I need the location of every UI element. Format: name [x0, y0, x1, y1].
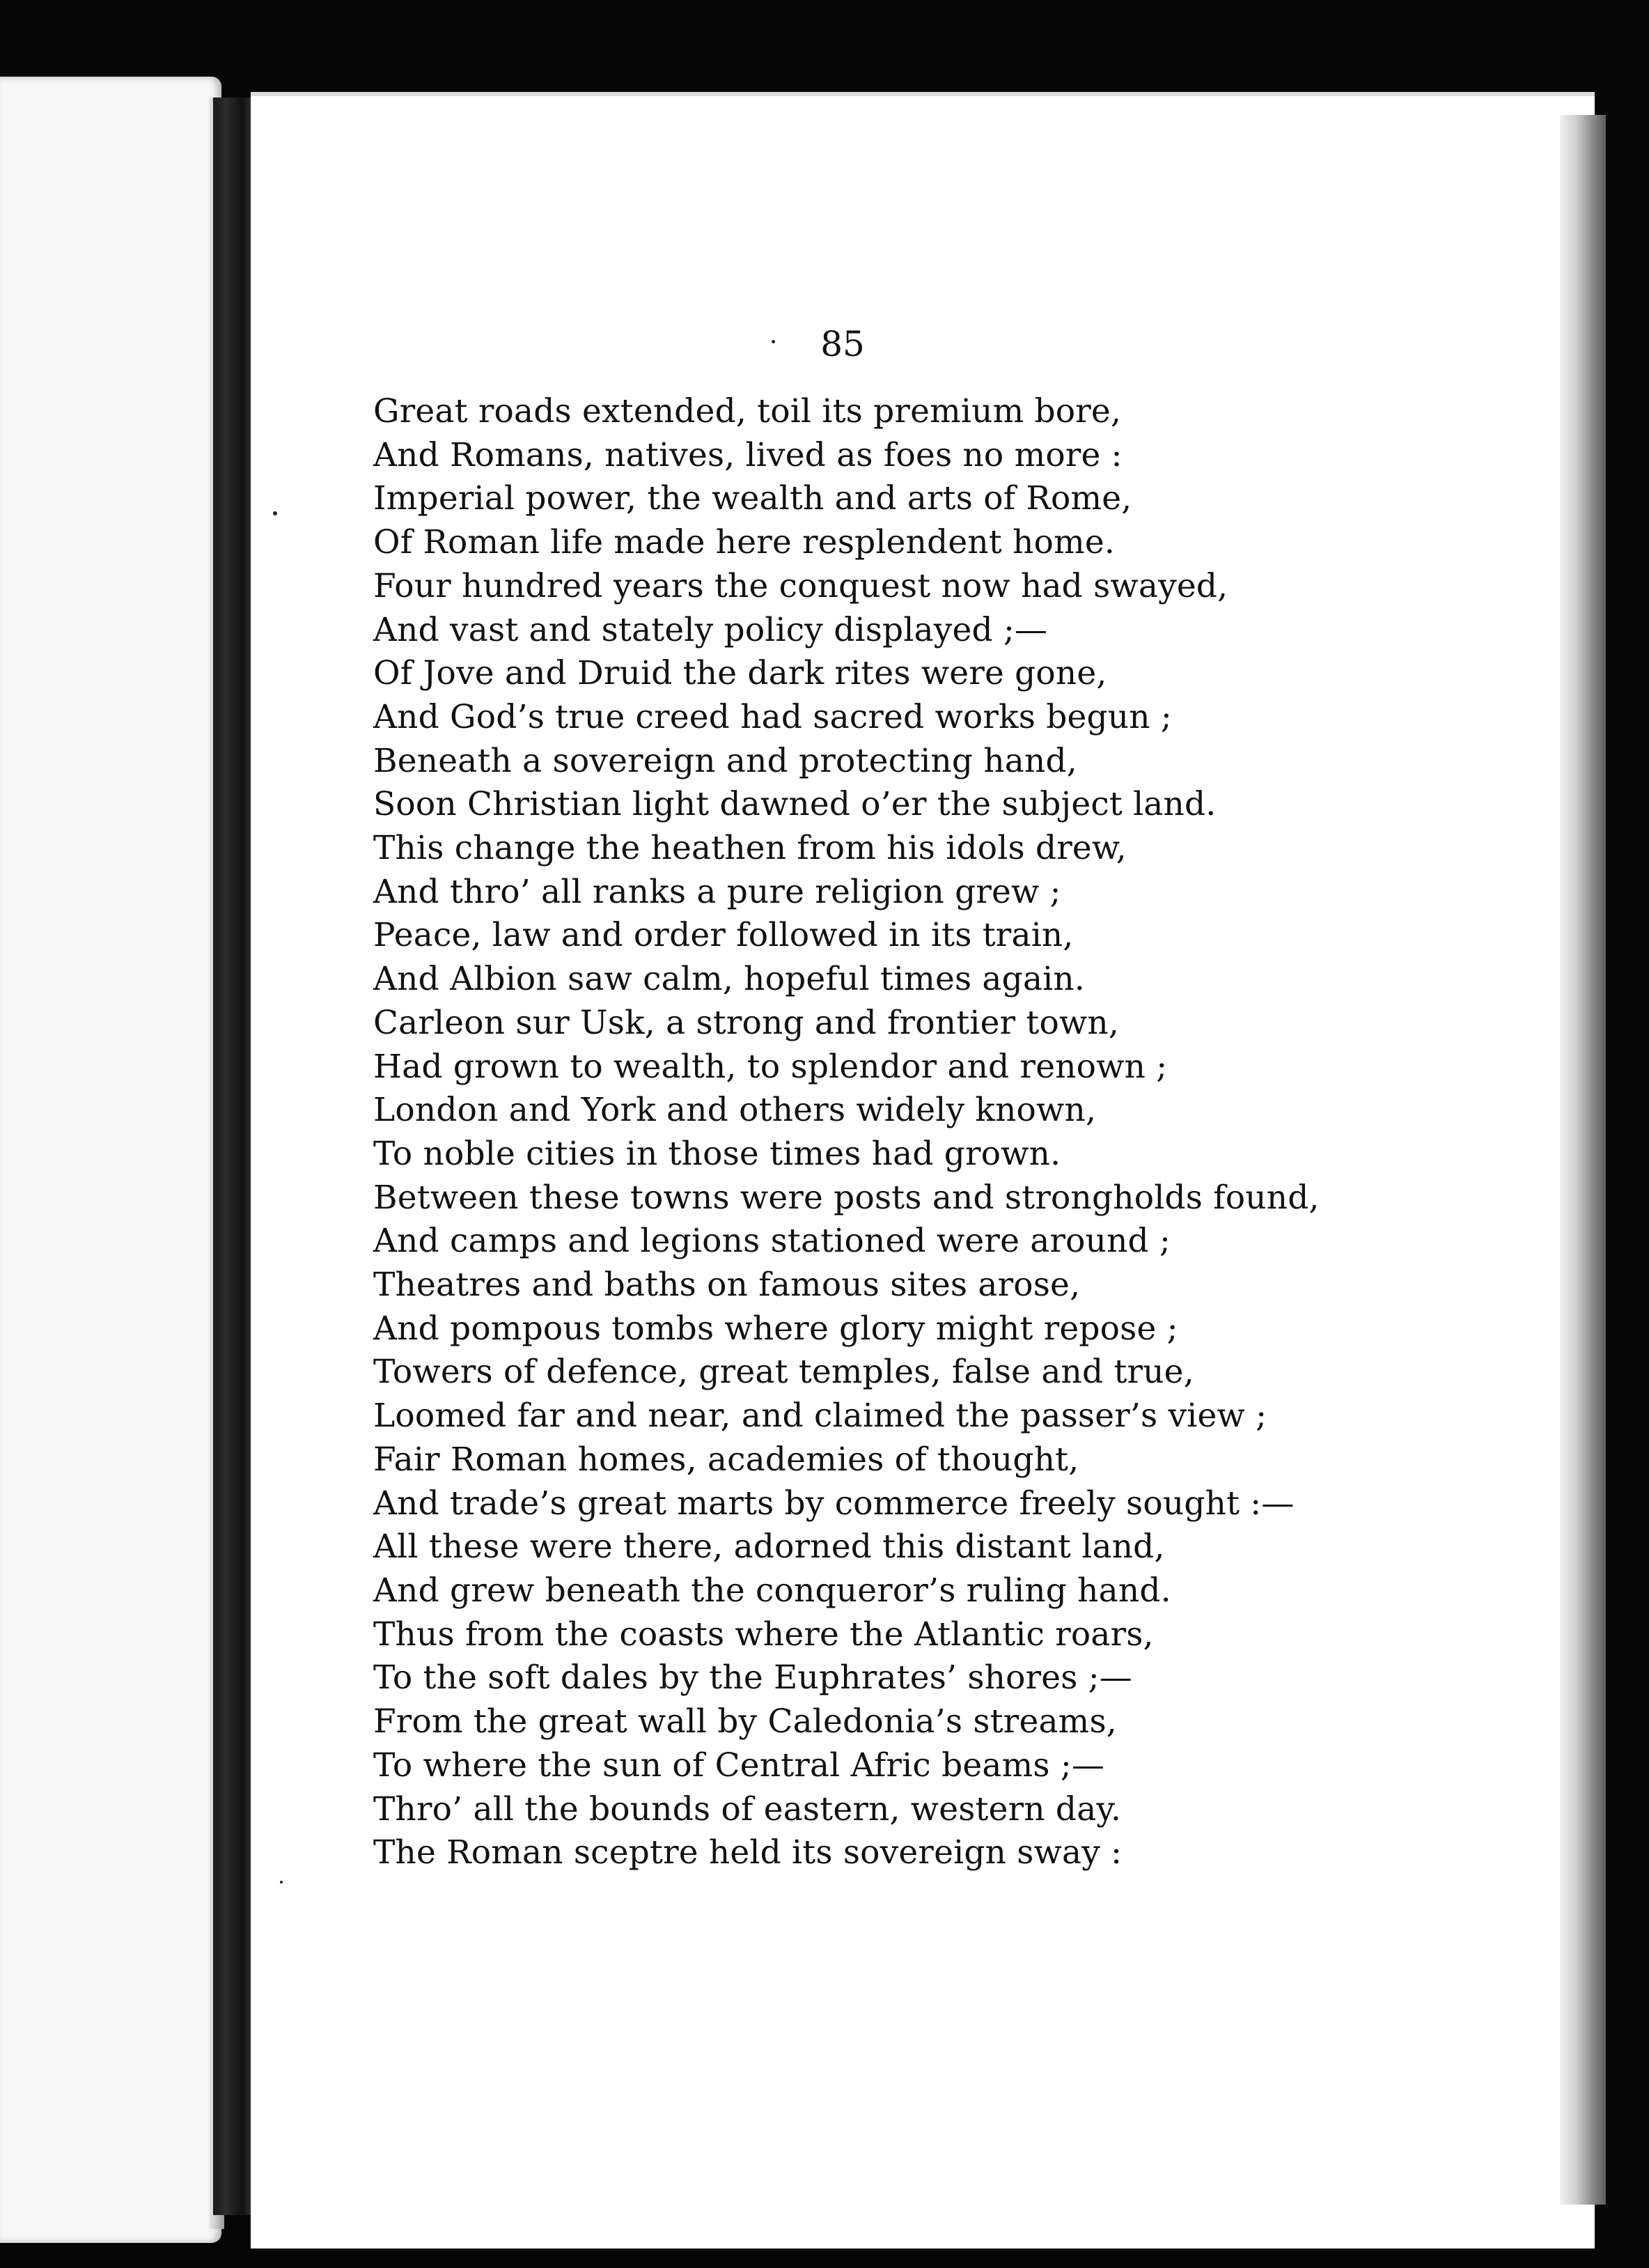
poem-line: And camps and legions stationed were around ; [373, 1222, 1171, 1261]
poem-line: To noble cities in those times had grown. [373, 1134, 1061, 1173]
poem-line: Theatres and baths on famous sites arose, [373, 1266, 1081, 1305]
poem-line: Beneath a sovereign and protecting hand, [373, 741, 1077, 780]
poem-line: And Albion saw calm, hopeful times again. [373, 960, 1086, 999]
poem-line: Great roads extended, toil its premium bore, [373, 392, 1122, 430]
poem-line: Had grown to wealth, to splendor and renown ; [373, 1047, 1168, 1086]
poem-line: Of Roman life made here resplendent home. [373, 523, 1115, 562]
poem-line: Four hundred years the conquest now had swayed, [373, 566, 1228, 605]
poem-line: Soon Christian light dawned o’er the subject land. [373, 785, 1217, 824]
poem-line: Towers of defence, great temples, false and true, [373, 1353, 1194, 1392]
poem-line: This change the heathen from his idols drew, [373, 829, 1127, 868]
poem-line: And trade’s great marts by commerce freely sought :— [373, 1484, 1295, 1523]
poem-line: Thus from the coasts where the Atlantic roars, [373, 1615, 1154, 1654]
scan-speck [273, 511, 277, 515]
poem-line: Loomed far and near, and claimed the passer’s view ; [373, 1397, 1267, 1436]
poem-line: From the great wall by Caledonia’s streams, [373, 1702, 1117, 1741]
poem-line: Thro’ all the bounds of eastern, western day. [373, 1789, 1122, 1828]
scan-speck [772, 340, 775, 343]
poem-line: Of Jove and Druid the dark rites were gone, [373, 654, 1107, 693]
page-stack-edge [1560, 115, 1606, 2205]
poem-text [373, 390, 1557, 1875]
poem-line: The Roman sceptre held its sovereign sway : [373, 1833, 1123, 1872]
poem-line: Carleon sur Usk, a strong and frontier town, [373, 1003, 1120, 1042]
poem-line: Between these towns were posts and strongholds found, [373, 1178, 1320, 1217]
poem-line: To where the sun of Central Afric beams ;— [373, 1746, 1105, 1785]
left-facing-page [0, 77, 221, 2243]
poem-line: And grew beneath the conqueror’s ruling hand. [373, 1571, 1171, 1610]
scan-speck [280, 1881, 283, 1883]
poem-line: And thro’ all ranks a pure religion grew ; [373, 872, 1061, 911]
poem-line: And pompous tombs where glory might repose ; [373, 1309, 1178, 1348]
poem-line: And vast and stately policy displayed ;— [373, 610, 1048, 649]
poem-line: Imperial power, the wealth and arts of Rome, [373, 479, 1132, 518]
poem-line: Fair Roman homes, academies of thought, [373, 1440, 1079, 1479]
poem-line: And Romans, natives, lived as foes no more : [373, 435, 1123, 474]
book-gutter [213, 98, 255, 2215]
poem-line: And God’s true creed had sacred works begun ; [373, 697, 1172, 736]
poem-line: All these were there, adorned this distant land, [373, 1528, 1165, 1567]
poem-line: To the soft dales by the Euphrates’ shores ;— [373, 1659, 1132, 1698]
page-number: 85 [820, 324, 865, 364]
poem-line: London and York and others widely known, [373, 1091, 1097, 1130]
poem-line: Peace, law and order followed in its train, [373, 916, 1074, 955]
